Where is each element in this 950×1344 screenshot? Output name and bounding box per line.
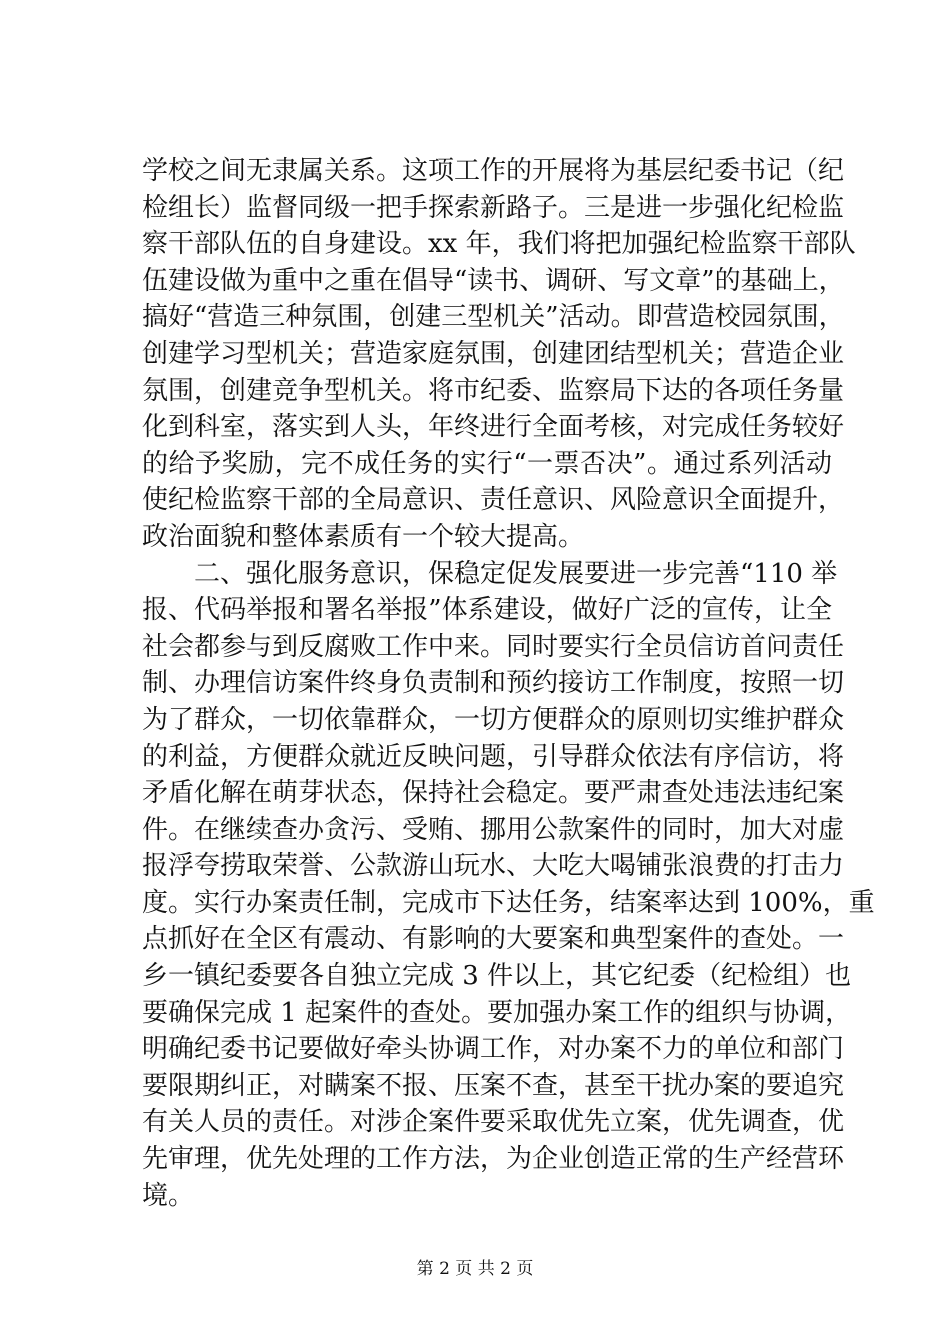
page-number: 第 2 页 共 2 页 bbox=[416, 1259, 534, 1279]
page-footer bbox=[0, 1258, 950, 1280]
text-line: 有关人员的责任。对涉企案件要采取优先立案，优先调查，优 bbox=[142, 1107, 845, 1138]
text-line: 学校之间无隶属关系。这项工作的开展将为基层纪委书记（纪 bbox=[142, 156, 845, 186]
text-line: 社会都参与到反腐败工作中来。同时要实行全员信访首问责任 bbox=[142, 631, 845, 662]
text-line: 报浮夸捞取荣誉、公款游山玩水、大吃大喝铺张浪费的打击力 bbox=[142, 851, 845, 882]
text-line: 先审理，优先处理的工作方法，为企业创造正常的生产经营环 bbox=[142, 1144, 845, 1175]
text-line: 件。在继续查办贪污、受贿、挪用公款案件的同时，加大对虚 bbox=[142, 814, 845, 845]
paragraph-end-line: 境。 bbox=[142, 1180, 195, 1211]
text-line: 为了群众，一切依靠群众，一切方便群众的原则切实维护群众 bbox=[142, 704, 845, 735]
text-line: 矛盾化解在萌芽状态，保持社会稳定。要严肃查处违法违纪案 bbox=[142, 778, 845, 809]
text-line: 的利益，方便群众就近反映问题，引导群众依法有序信访，将 bbox=[142, 741, 845, 772]
text-line: 伍建设做为重中之重在倡导“读书、调研、写文章”的基础上， bbox=[142, 265, 845, 296]
text-line: 乡一镇纪委要各自独立完成 3 件以上，其它纪委（纪检组）也 bbox=[142, 961, 852, 992]
text-line: 点抓好在全区有震动、有影响的大要案和典型案件的查处。一 bbox=[142, 924, 845, 955]
text-line: 使纪检监察干部的全局意识、责任意识、风险意识全面提升， bbox=[142, 485, 845, 516]
text-line: 检组长）监督同级一把手探索新路子。三是进一步强化纪检监 bbox=[142, 192, 845, 223]
text-line: 搞好“营造三种氛围，创建三型机关”活动。即营造校园氛围， bbox=[142, 302, 845, 333]
text-line: 要确保完成 1 起案件的查处。要加强办案工作的组织与协调， bbox=[142, 997, 852, 1028]
text-line: 度。实行办案责任制，完成市下达任务，结案率达到 100%，重 bbox=[142, 887, 875, 918]
paragraph-end-line: 政治面貌和整体素质有一个较大提高。 bbox=[142, 521, 585, 552]
paragraph-start-line: 二、强化服务意识，保稳定促发展要进一步完善“110 举 bbox=[142, 558, 838, 589]
text-line: 制、办理信访案件终身负责制和预约接访工作制度，按照一切 bbox=[142, 668, 845, 699]
text-line: 化到科室，落实到人头，年终进行全面考核，对完成任务较好 bbox=[142, 412, 845, 443]
text-line: 创建学习型机关；营造家庭氛围，创建团结型机关；营造企业 bbox=[142, 338, 845, 369]
text-line: 报、代码举报和署名举报”体系建设，做好广泛的宣传，让全 bbox=[142, 595, 832, 626]
text-line: 明确纪委书记要做好牵头协调工作，对办案不力的单位和部门 bbox=[142, 1034, 845, 1065]
document-body bbox=[142, 153, 875, 1214]
text-line: 氛围，创建竞争型机关。将市纪委、监察局下达的各项任务量 bbox=[142, 375, 845, 406]
text-line: 察干部队伍的自身建设。xx 年，我们将把加强纪检监察干部队 bbox=[142, 229, 856, 260]
text-line: 要限期纠正，对瞒案不报、压案不查，甚至干扰办案的要追究 bbox=[142, 1070, 845, 1101]
text-line: 的给予奖励，完不成任务的实行“一票否决”。通过系列活动 bbox=[142, 448, 832, 479]
